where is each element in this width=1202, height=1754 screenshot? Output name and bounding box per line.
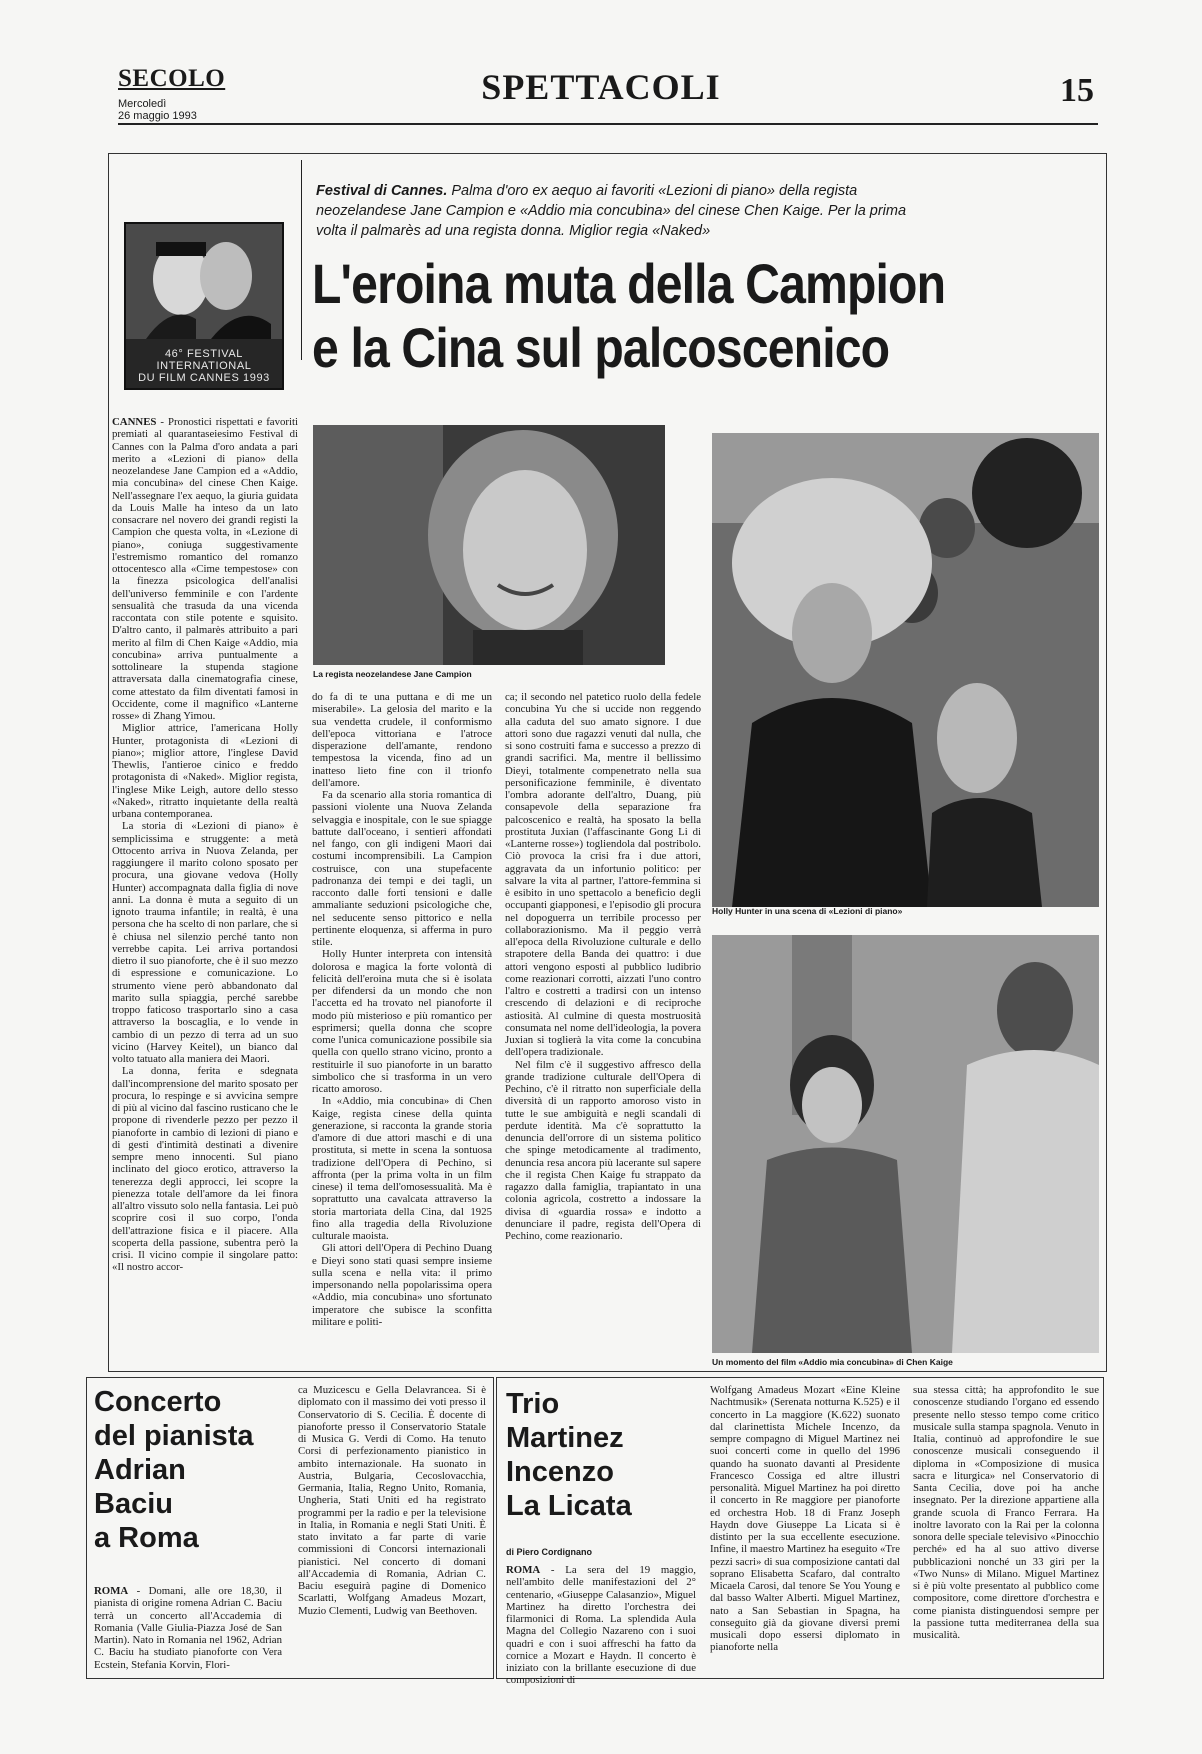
trio-title-line-3: Incenzo <box>506 1456 614 1488</box>
article-kicker <box>316 181 926 241</box>
article-col2-p4: In «Addio, mia concubina» di Chen Kaige, regista cinese della quinta generazione, si racconta la grande storia d'amore di due attori maschi e di una prostituta, si mette in scena la sontuosa tradizione dell'Opera di Pechino, si affronta (per la prima volta in un film cinese) il tema dell'omosessualità. Ma è soprattutto una cavalcata attraverso la storia martoriata della Cina, dal 1925 fino alla tragedia della Rivoluzione culturale maoista. <box>312 1095 492 1242</box>
concert-col2-text: ca Muzicescu e Gella Delavrancea. Si è diplomato con il massimo dei voti presso il Conservatorio di S. Cecilia. È docente di pianoforte presso il Conservatorio Statale di Musica G. Verdi di Como. Ha tenuto Corsi di perfezionamento pianistico in ambito internazionale. Ha suonato in Austria, Bulgaria, Cecoslovacchia, Germania, Italia, Regno Unito, Romania, Ungheria, Stati Uniti ed ha registrato programmi per la radio e per la televisione in Italia, in Romania e negli Stati Uniti. È stato invitato a far parte di varie commissioni di Concorsi internazionali pianistici. Nel concerto di domani all'Accademia di Romania, Adrian C. Baciu eseguirà pagine di Domenico Scarlatti, Wolfgang Amadeus Mozart, Muzio Clementi, Ludwig van Beethoven. <box>298 1384 486 1617</box>
trio-column-3 <box>913 1384 1099 1674</box>
section-title: SPETTACOLI <box>481 67 721 107</box>
kissing-couple-illustration <box>126 224 282 339</box>
festival-logo-line1: 46° FESTIVAL INTERNATIONAL <box>156 348 252 372</box>
trio-title-line-1: Trio <box>506 1388 560 1420</box>
photo-concubina <box>712 935 1099 1353</box>
article-col3-p1: ca; il secondo nel patetico ruolo della fedele concubina Yu che si uccide non reggendo alla caduta del suo amato signore. I due attori sono due ragazzi venuti dal nulla, che si sono costruiti fama e successo a prezzo di grandi sacrifici. Ma, mentre il bellissimo Dieyi, totalmente compenetrato nella sua personificazione femminile, è diventato l'ombra adorante dell'altro, Duang, più consapevole della separazione fra palcoscenico e realtà, ha sposato la bella prostituta Juxian (l'affascinante Gong Li di «Lanterne rosse») togliendola dal postribolo. Ciò provoca la crisi fra i due attori, aggravata da un infortunio politico: per salvare la vita al partner, l'attore-femmina si è esibito in uno spettacolo a beneficio degli occupanti giapponesi, e l'episodio gli procura nel dopoguerra un terribile processo per collaborazionismo. Ma il peggio verrà all'epoca della Rivoluzione culturale e dello strapotere della Banda dei quattro: i due attori vengono esposti al pubblico ludibrio come reazionari corrotti, aizzati l'uno contro l'altro e costretti a tradirsi con un intenso crescendo di delazioni e di reciproche astiosità. Al culmine di questa mostruosità consumata nel nome dell'ideologia, la povera Juxian si toglierà la vita come la concubina dell'opera tradizionale. <box>505 691 701 1059</box>
trio-dateline: ROMA <box>506 1564 541 1576</box>
article-dateline: CANNES <box>112 416 157 428</box>
trio-col2-text: Wolfgang Amadeus Mozart «Eine Kleine Nachtmusik» (Serenata notturna K.525) e il concerto in La maggiore (K.622) suonato dal clarinettista Michele Incenzo, da sempre compagno di Miguel Martinez nei suoi concerti come in quello del 1996 quando ha suonato davanti al Presidente Francesco Cossiga ed altre illustri personalità. Miguel Martinez ha poi diretto il concerto in Re maggiore per pianoforte ed orchestra Hob. 18 di Franz Joseph Haydn dove Giuseppe La Licata si è distinto per la sua eccellente esecuzione. Infine, il maestro Martinez ha eseguito «Tre pezzi sacri» di sua composizione cantati dal soprano Elisabetta Scafaro, dal contralto Micaela Carosi, dal tenore Se You Young e dal basso Walter Alberti. Miguel Martinez, nato a San Sebastian in Spagna, ha conseguito già da giovane diversi premi musicali dopo essersi diplomato in pianoforte nella <box>710 1384 900 1654</box>
caption-campion: La regista neozelandese Jane Campion <box>313 669 472 679</box>
article-col1-p1: - Pronostici rispettati e favoriti premiati al quarantaseiesimo Festival di Cannes con la Palma d'oro andata a pari merito a «Lezioni di piano» della neozelandese Jane Campion ed a «Addio, mia concubina» del cinese Chen Kaige. Nell'assegnare l'ex aequo, la giuria guidata da Louis Malle ha inteso da un lato consacrare nel novero dei grandi registi la Campion che questa volta, in «Lezione di piano», coniuga suggestivamente l'estremismo romantico del romanzo ottocentesco alla «Cime tempestose» con la finezza psicologica dell'analisi dell'universo femminile e con l'ardente sensualità che trasuda da una vicenda raccontata con stile potente e squisito. D'altro canto, il palmarès attribuito a pari merito al film di Chen Kaige «Addio, mia concubina» arriva puntualmente a sottolineare la stupenda stagione attraversata dalla cinematografia cinese, come attestato da film diventati famosi in Occidente, come il magnifico «Lanterne rosse» di Zhang Yimou. <box>112 416 298 722</box>
article-column-1 <box>112 416 298 1361</box>
trio-column-1 <box>506 1564 696 1687</box>
trio-col1-text: - La sera del 19 maggio, nell'ambito delle manifestazioni del 2° centenario, «Giuseppe Calasanzio», Miguel Martinez ha diretto l'orchestra dei filarmonici di Roma. La splendida Aula Magna del Collegio Nazareno con i suoi quadri e con i suoi affreschi ha fatto da cornice a Mozart e Haydn. Il concerto è iniziato con la brillante esecuzione di due composizioni di <box>506 1564 696 1687</box>
page-number: 15 <box>1060 72 1094 109</box>
kicker-label: Festival di Cannes. <box>316 183 448 199</box>
issue-day: 26 maggio 1993 <box>118 110 197 122</box>
festival-logo <box>124 222 284 390</box>
column-rule <box>301 160 302 360</box>
concert-title-line-1: Concerto <box>94 1386 222 1418</box>
trio-col3-text: sua stessa città; ha approfondito le sue conoscenze studiando l'organo ed essendo presente nello stesso tempo come critico musicale sulla stampa spagnola. Venuto in Italia, continuò ad approfondire le sue conoscenze musicali conseguendo il diploma in «Composizione di musica sacra e liturgica» nel Conservatorio di Santa Cecilia, dove poi ha anche insegnato. Per la direzione appartiene alla grande scuola di Franco Ferrara. Ha inoltre lavorato con la Rai per la colonna sonora delle speciale televisivo «Pinocchio perché» ed ha al suo attivo diverse pubblicazioni nonché un 33 giri per la «Two Nuns» di Milano. Miguel Martinez si è più volte presentato al pubblico come compositore, come direttore d'orchestra e come pianista distinguendosi sempre per la passione tutta mediterranea della sua musicalità. <box>913 1384 1099 1641</box>
trio-box-title <box>506 1387 686 1523</box>
concert-title-line-4: Baciu <box>94 1488 173 1520</box>
article-headline <box>312 252 1043 380</box>
photo-holly-hunter <box>712 433 1099 907</box>
article-col1-p4: La donna, ferita e sdegnata dall'incomprensione del marito sposato per procura, lo respinge e si avvicina sempre di più al vicino dal fascino rusticano che le propone di rivenderle pezzo per pezzo il pianoforte in cambio di lezioni di piano e di gesti d'intimità destinati a divenire sempre meno innocenti. Sul piano inclinato del gioco erotico, attraverso la tenerezza degli approcci, lei scopre la pienezza totale dell'amore da lei finora all'altro vissuto solo nella fantasia. Lei può scoprire così il suo corpo, l'onda dell'attrazione fisica e il piacere. Alla scoperta della passione, subentra però la crisi. Il vicino compie il singolare patto: «Il nostro accor- <box>112 1065 298 1274</box>
article-column-2 <box>312 691 492 1361</box>
concert-title-line-2: del pianista <box>94 1420 254 1452</box>
trio-byline: di Piero Cordignano <box>506 1547 593 1557</box>
photo-jane-campion <box>313 425 665 665</box>
lezioni-di-piano-still-image <box>712 433 1099 907</box>
headline-line-2: e la Cina sul palcoscenico <box>312 316 890 379</box>
addio-mia-concubina-still-image <box>712 935 1099 1353</box>
kicker-text: Palma d'oro ex aequo ai favoriti «Lezioni di piano» della regista neozelandese Jane Campion e «Addio mia concubina» del cinese Chen Kaige. Per la prima volta il palmarès ad una regista donna. Miglior regia «Naked» <box>316 183 907 239</box>
article-column-3 <box>505 691 701 1361</box>
festival-logo-caption <box>130 348 278 384</box>
concert-title-line-5: a Roma <box>94 1522 199 1554</box>
concert-box-title <box>94 1385 284 1555</box>
concert-title-line-3: Adrian <box>94 1454 186 1486</box>
masthead-rule <box>118 123 1098 125</box>
article-col3-p2: Nel film c'è il suggestivo affresco della grande tradizione culturale dell'Opera di Pechino, c'è il ritratto non superficiale della diversità di un rapporto amoroso visto in tutte le sue ambiguità e negli scandali di perdute identità. Ma c'è soprattutto la denuncia dell'orrore di un sistema politico che spinge metodicamente al tradimento, denuncia resa ancora più lacerante sul sapere che il regista Chen Kaige fu strappato da ragazzo dalla famiglia, trapiantato in una colonia agricola, costretto a indossare la divisa di «guardia rossa» e indotto a denunciare il padre, regista dell'Opera di Pechino, come reazionario. <box>505 1058 701 1242</box>
trio-title-line-2: Martinez <box>506 1422 624 1454</box>
newspaper-name: SECOLO <box>118 65 226 92</box>
caption-hunter: Holly Hunter in una scena di «Lezioni di piano» <box>712 906 903 916</box>
trio-column-2 <box>710 1384 900 1674</box>
concert-col1-text: - Domani, alle ore 18,30, il pianista di origine romena Adrian C. Baciu terrà un concerto all'Accademia di Romania (Valle Giulia-Piazza José de San Martin). Nato in Romania nel 1962, Adrian C. Baciu ha studiato pianoforte con Vera Ecstein, Stefania Korvin, Flori- <box>94 1585 282 1671</box>
article-col2-p3: Holly Hunter interpreta con intensità dolorosa e magica la forte volontà di felicità dell'eroina muta che si è isolata per difendersi da un mondo che non l'accetta ed ha trovato nel pianoforte il modo più misterioso e più romantico per esprimersi; quella donna che scopre come l'unica comunicazione possibile sia quella con quello strano vicino, pronto a restituirle il suo pianoforte in un baratto simbolico che si trasforma in un vero ricatto amoroso. <box>312 948 492 1095</box>
article-col1-p2: Miglior attrice, l'americana Holly Hunter, protagonista di «Lezioni di piano»; miglior attore, l'inglese David Thewlis, l'antieroe cinico e freddo protagonista di «Naked». Miglior regista, l'inglese Mike Leigh, autore dello stesso «Naked», ritratto inquietante della realtà urbana contemporanea. <box>112 722 298 820</box>
article-col1-p3: La storia di «Lezioni di piano» è semplicissima e struggente: a metà Ottocento arriva in Nuova Zelanda, per raggiungere il marito colono sposato per procura, una giovane vedova (Holly Hunter) accompagnata dalla figlia di nove anni. La donna è muta a seguito di un ignoto trauma infantile; in realtà, è una persona che ha scelto di non parlare, che si è chiusa nel silenzio perché tanto non verrebbe capita. Lei arriva portandosi dietro il suo pianoforte, che è il suo mezzo di espressione e comunicazione. Lo strumento viene però abbandonato dal marito sulla spiaggia, perché sarebbe troppo faticoso trasportarlo sino a casa attraverso la boscaglia, e lo vende in cambio di un pezzo di terra ad un suo vicino (Harvey Keitel), un bianco dal volto tatuato alla maniera dei Maori. <box>112 820 298 1065</box>
article-col2-p2: Fa da scenario alla storia romantica di passioni violente una Nuova Zelanda selvaggia e inospitale, con le sue spiagge battute dall'oceano, i sentieri affondati nel fango, con gli indigeni Maori dai costumi incomprensibili. La Campion costruisce, con una stupefacente padronanza dei tempi e dei tagli, un racconto dalle forti tensioni e dalle ammaliante seduzioni psicologiche che, nel seducente senso pittorico e nella pertinente eloquenza, si afferma in puro stile. <box>312 789 492 948</box>
article-col2-p1: do fa di te una puttana e di me un miserabile». La gelosia del marito e la sua vendetta crudele, il conformismo dell'epoca vittoriana e l'atroce disperazione dell'amante, rendono tempestosa la vicenda, fino ad un inatteso lieto fine con il trionfo dell'amore. <box>312 691 492 789</box>
concert-column-2 <box>298 1384 486 1674</box>
article-col2-p5: Gli attori dell'Opera di Pechino Duang e Dieyi sono stati quasi sempre insieme sulla scena e nella vita: il primo impersonando nella popolarissima opera «Addio, mia concubina» uno sfortunato imperatore che subisce la sconfitta militare e politi- <box>312 1242 492 1328</box>
headline-line-1: L'eroina muta della Campion <box>312 252 946 315</box>
concert-dateline: ROMA <box>94 1585 129 1597</box>
trio-title-line-4: La Licata <box>506 1490 632 1522</box>
caption-concubina: Un momento del film «Addio mia concubina» di Chen Kaige <box>712 1357 953 1367</box>
issue-weekday: Mercoledì <box>118 98 167 110</box>
jane-campion-portrait-image <box>313 425 665 665</box>
festival-logo-line2: DU FILM CANNES 1993 <box>138 372 270 384</box>
concert-column-1 <box>94 1585 282 1673</box>
